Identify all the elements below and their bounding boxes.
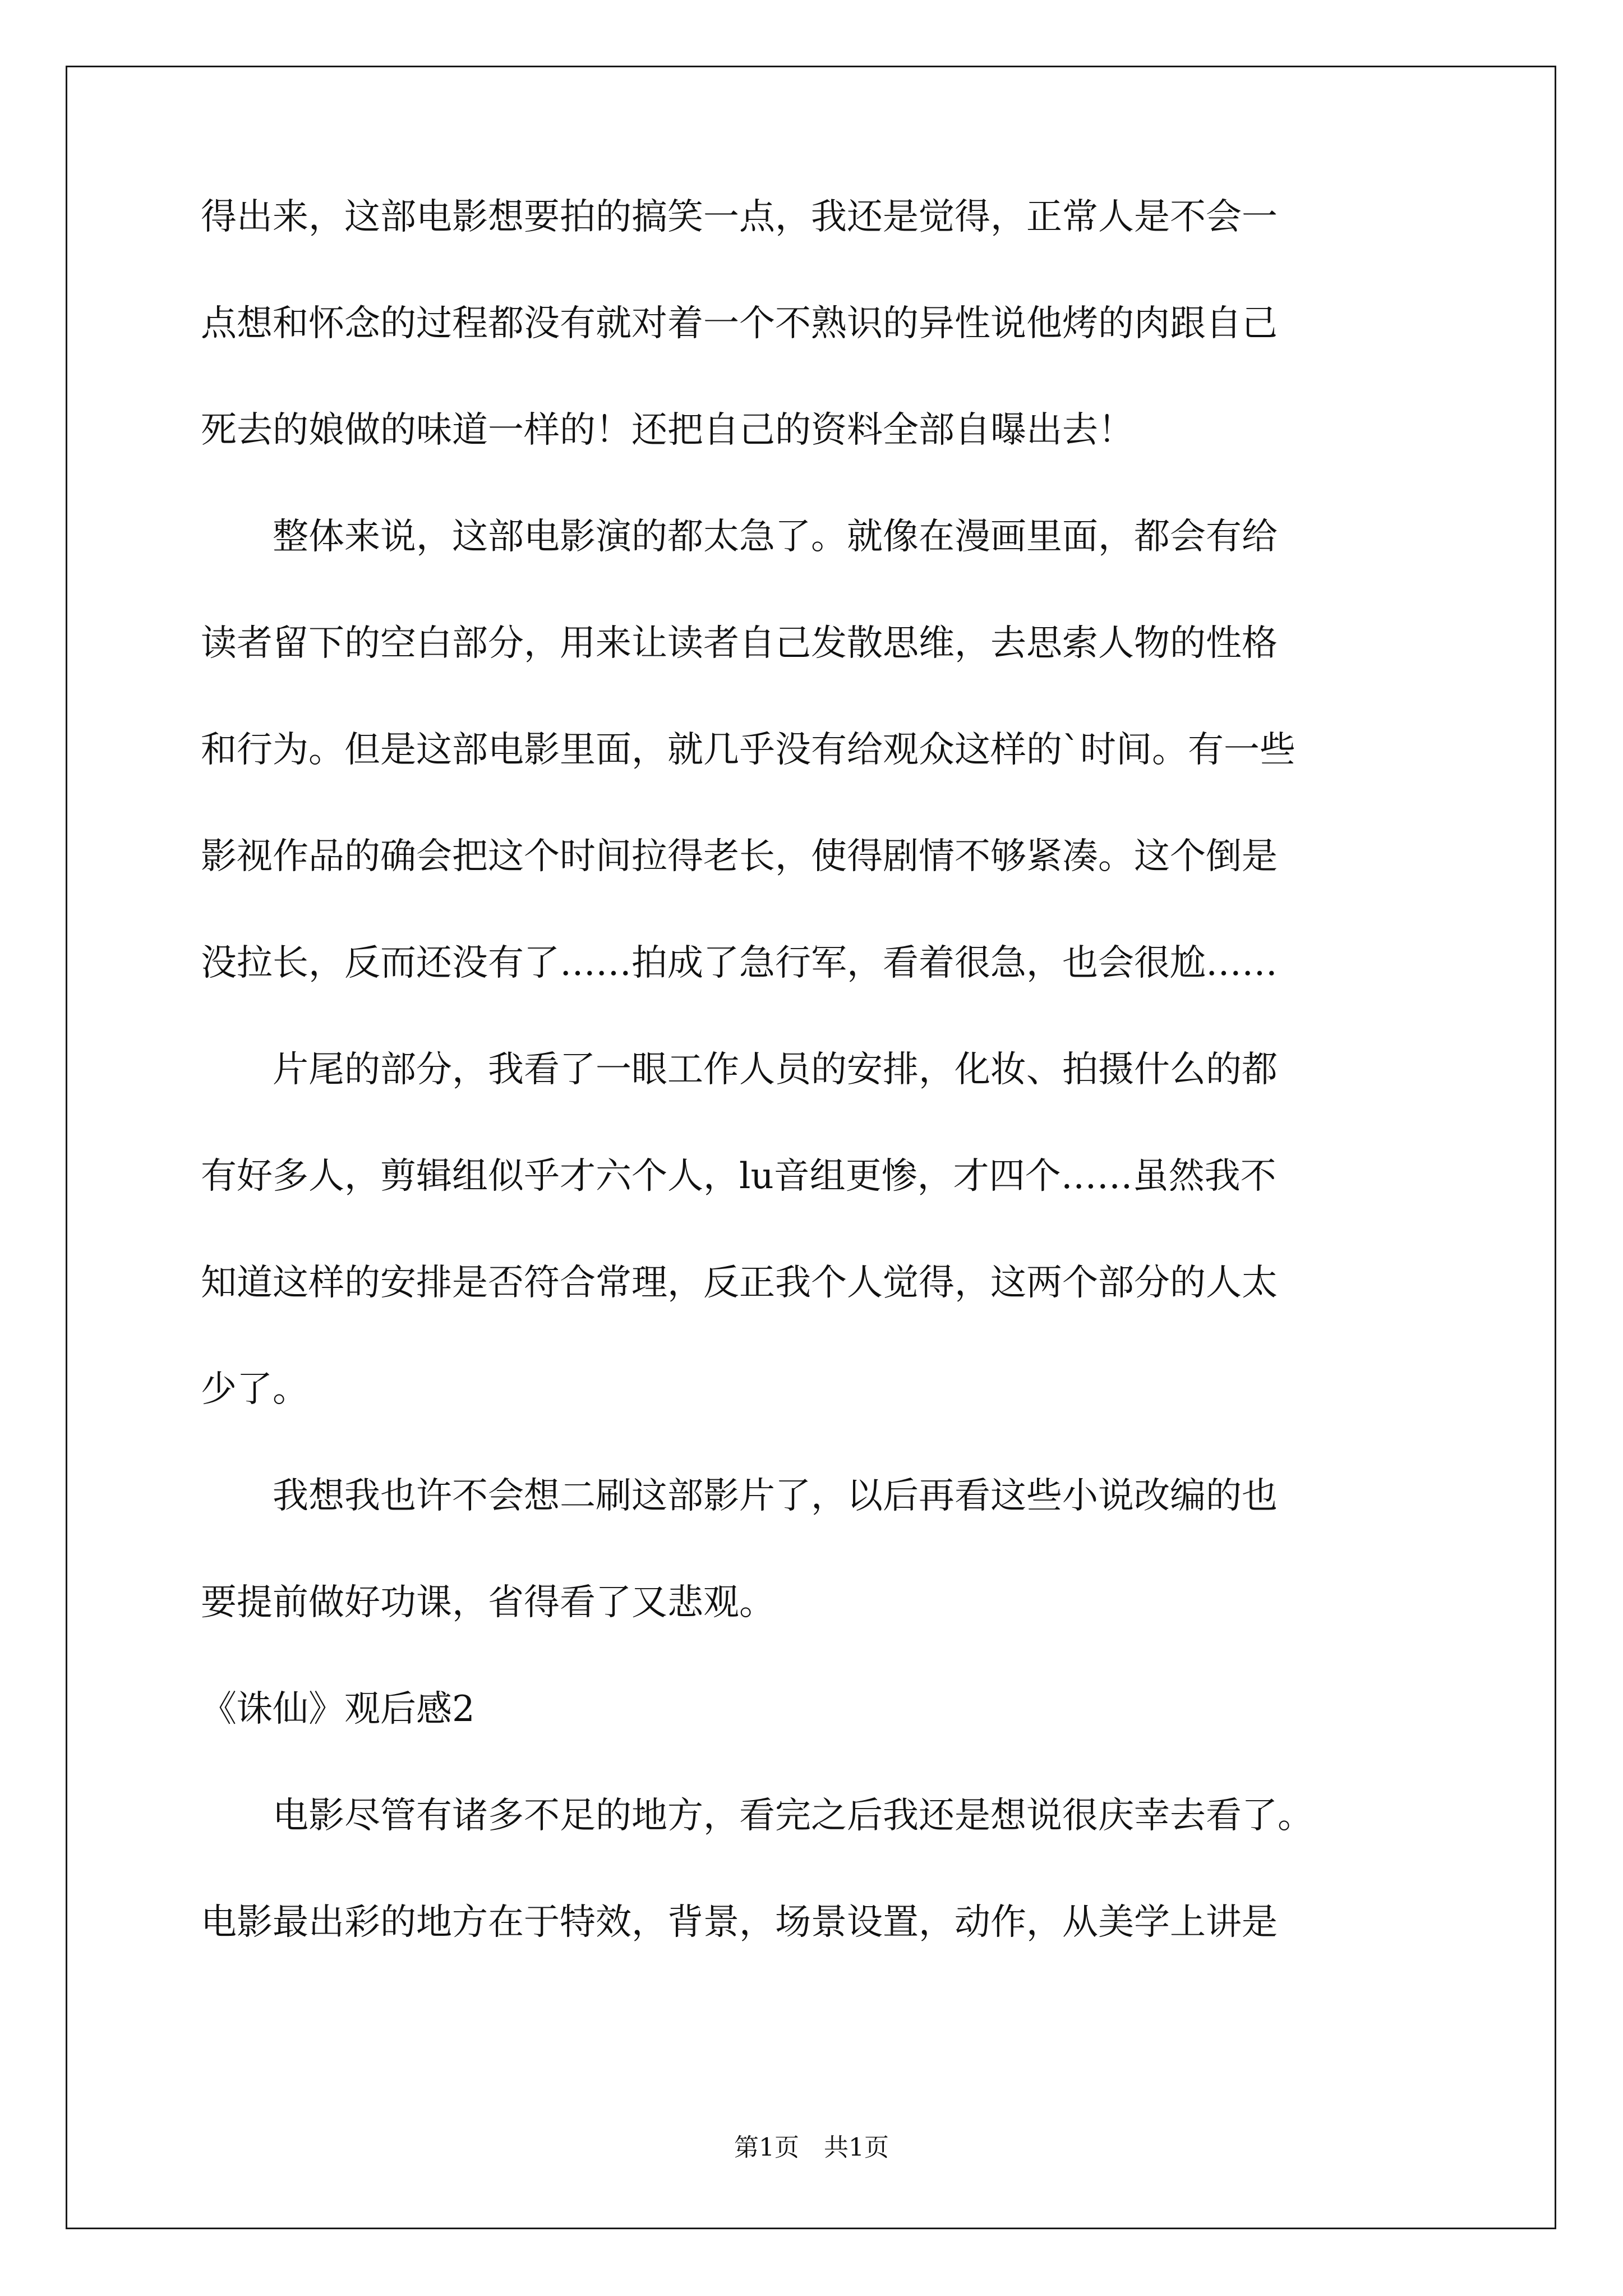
- text-line: 点想和怀念的过程都没有就对着一个不熟识的异性说他烤的肉跟自己: [201, 303, 1278, 344]
- text-line: 没拉长，反而还没有了……拍成了急行军，看着很急，也会很尬……: [201, 942, 1278, 984]
- text-line: 我想我也许不会想二刷这部影片了，以后再看这些小说改编的也: [201, 1475, 1278, 1517]
- text-line: 影视作品的确会把这个时间拉得老长，使得剧情不够紧凑。这个倒是: [201, 836, 1278, 877]
- text-line: 知道这样的安排是否符合常理，反正我个人觉得，这两个部分的人太: [201, 1262, 1278, 1304]
- text-line: 和行为。但是这部电影里面，就几乎没有给观众这样的`时间。有一些: [201, 729, 1295, 771]
- text-line: 片尾的部分，我看了一眼工作人员的安排，化妆、拍摄什么的都: [201, 1049, 1278, 1091]
- text-line: 读者留下的空白部分，用来让读者自己发散思维，去思索人物的性格: [201, 623, 1278, 664]
- section-heading: 《诛仙》观后感2: [201, 1688, 475, 1730]
- text-line: 电影最出彩的地方在于特效，背景，场景设置，动作，从美学上讲是: [201, 1902, 1278, 1943]
- page-footer: 第1页 共1页: [734, 2133, 889, 2162]
- text-line: 死去的娘做的味道一样的！还把自己的资料全部自曝出去！: [201, 409, 1134, 451]
- text-line: 得出来，这部电影想要拍的搞笑一点，我还是觉得，正常人是不会一: [201, 196, 1278, 238]
- text-line: 要提前做好功课，省得看了又悲观。: [201, 1582, 775, 1623]
- text-line: 整体来说，这部电影演的都太急了。就像在漫画里面，都会有给: [201, 516, 1278, 558]
- text-line: 有好多人，剪辑组似乎才六个人，lu音组更惨，才四个……虽然我不: [201, 1156, 1276, 1197]
- text-line: 少了。: [201, 1369, 308, 1410]
- text-line: 电影尽管有诸多不足的地方，看完之后我还是想说很庆幸去看了。: [201, 1795, 1313, 1837]
